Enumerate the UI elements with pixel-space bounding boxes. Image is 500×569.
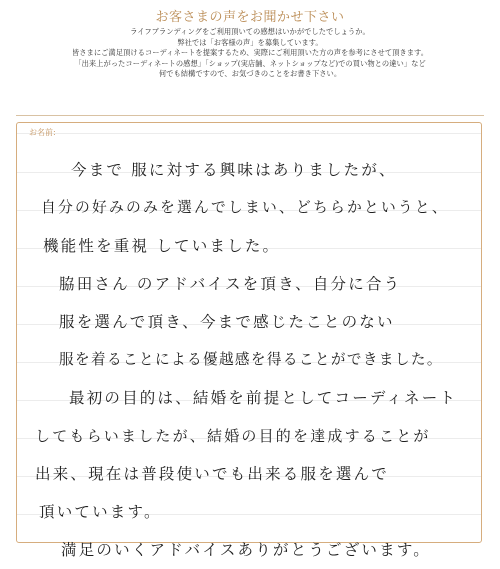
handwritten-line: 服を選んで頂き、今まで感じたことのない — [59, 313, 395, 331]
handwritten-line: してもらいましたが、結婚の目的を達成することが — [35, 427, 431, 445]
intro-line: 皆さまにご満足頂けるコーディネートを提案するため、実際にご利用頂いた方の声を参考にさせて頂きます。 — [71, 48, 429, 58]
handwritten-line: 頂いています。 — [39, 503, 162, 521]
handwritten-comment — [17, 151, 483, 569]
handwritten-line: 機能性を重視 していました。 — [43, 237, 281, 255]
handwritten-line: 満足のいくアドバイスありがとうございます。 — [61, 541, 431, 559]
intro-line: ライフブランディングをご利用頂いての感想はいかがでしたでしょうか。 — [130, 27, 370, 36]
handwritten-line: 自分の好みのみを選んでしまい、どちらかというと、 — [41, 199, 449, 216]
page-heading: お客さまの声をお聞かせ下さい — [155, 10, 345, 25]
intro-line: 弊社では「お客様の声」を募集しています。 — [177, 37, 323, 47]
handwritten-comment-box — [16, 122, 482, 559]
intro-text — [0, 27, 500, 80]
handwritten-line: 服を着ることによる優越感を得ることができました。 — [59, 351, 443, 368]
handwritten-line: 出来、現在は普段使いでも出来る服を選んで — [35, 465, 390, 483]
name-field-label: お名前: — [29, 128, 56, 137]
handwritten-line: 今まで 服に対する興味はありましたが、 — [71, 161, 397, 179]
divider — [16, 115, 484, 116]
handwritten-line: 最初の目的は、結婚を前提としてコーディネート — [69, 389, 458, 407]
intro-line: 何でも結構ですので、お気づきのことをお書き下さい。 — [158, 69, 342, 79]
handwritten-line: 脇田さん のアドバイスを頂き、自分に合う — [59, 275, 402, 293]
intro-line: 「出来上がったコーディネートの感想」「ショップ(実店舗、ネットショップなど)での買い物との違い」など — [74, 58, 426, 68]
